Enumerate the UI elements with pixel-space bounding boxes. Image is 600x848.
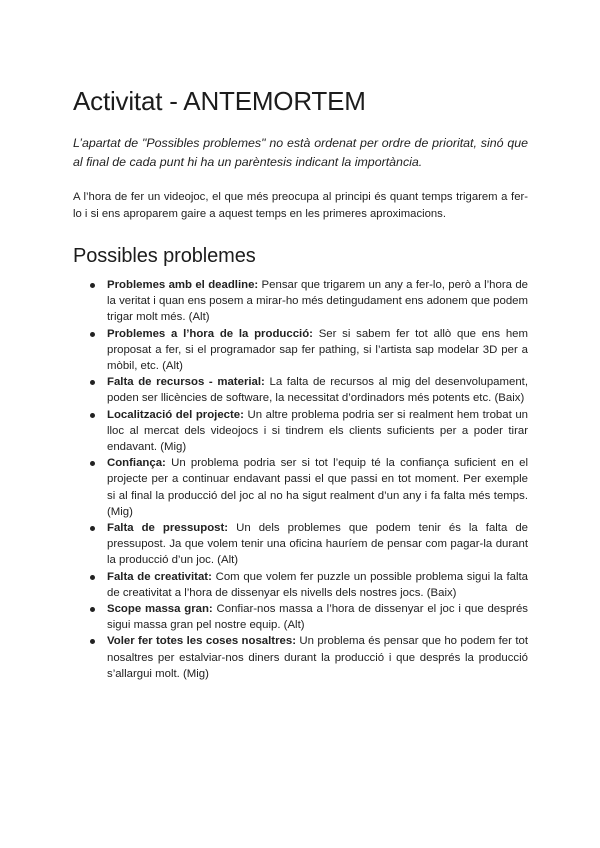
- list-item: [107, 374, 528, 406]
- bullet-icon: [90, 461, 95, 466]
- bullet-icon: [90, 575, 95, 580]
- bullet-icon: [90, 607, 95, 612]
- list-item: [107, 326, 528, 375]
- problem-heading: Falta de pressupost:: [107, 522, 229, 535]
- problem-heading: Problemes a l’hora de la producció:: [107, 327, 313, 340]
- page-title: Activitat - ANTEMORTEM: [73, 86, 366, 116]
- problem-heading: Localització del projecte:: [107, 408, 244, 421]
- list-item: [107, 455, 528, 520]
- problem-text: Pensar que trigarem un any a fer-lo, però a l’hora de la veritat i quan ens posem a mirar-ho més detingudament ens adonem que podem trigar molt més. (Alt): [107, 279, 528, 324]
- bullet-icon: [90, 332, 95, 337]
- problem-heading: Scope massa gran:: [107, 603, 213, 616]
- problem-heading: Confiança:: [107, 457, 166, 470]
- problem-heading: Voler fer totes les coses nosaltres:: [107, 635, 296, 648]
- problem-text: Un problema podria ser si tot l’equip té la confiança suficient en el projecte per a continuar endavant passi el que passi en tot moment. Per exemple si al final la producció del joc al no ha sigut realment d’un any i fa falta més temps. (Mig): [107, 457, 528, 518]
- problem-heading: Falta de recursos - material:: [107, 376, 265, 389]
- list-item: [107, 633, 528, 682]
- priority-note: L’apartat de "Possibles problemes" no està ordenat per ordre de prioritat, sinó que al final de cada punt hi ha un parèntesis indicant la importància.: [73, 136, 528, 169]
- list-item: [107, 569, 528, 601]
- problem-text: Un altre problema podria ser si realment hem trobat un lloc al mercat dels videojocs i si tindrem els clients suficients per a poder tirar endavant. (Mig): [107, 408, 528, 454]
- problem-heading: Problemes amb el deadline:: [107, 279, 259, 291]
- bullet-icon: [90, 283, 95, 288]
- problem-text: Un dels problemes que podem tenir és la falta de pressupost. Ja que volem tenir una oficina hauríem de pensar com pagar-la durant la producció d’un joc. (Alt): [107, 522, 528, 567]
- intro-paragraph: A l’hora de fer un videojoc, el que més preocupa al principi és quant temps trigarem a fer-lo i si ens aproparem gaire a aquest temps en les primeres aproximacions.: [73, 191, 528, 220]
- list-item: [107, 520, 528, 569]
- problems-list: [73, 277, 528, 682]
- list-item: [107, 407, 528, 456]
- problem-heading: Falta de creativitat:: [107, 570, 212, 583]
- bullet-icon: [90, 526, 95, 531]
- problem-text: Un problema és pensar que ho podem fer tot nosaltres per estalviar-nos diners durant la producció i que després la producció s’allargui molt. (Mig): [107, 635, 528, 680]
- list-item: [107, 277, 528, 326]
- problem-text: Com que volem fer puzzle un possible problema sigui la falta de creativitat a l’hora de dissenyar els nivells dels nostres jocs. (Baix): [107, 570, 528, 599]
- bullet-icon: [90, 413, 95, 418]
- problem-text: La falta de recursos al mig del desenvolupament, poden ser llicències de software, la necessitat d’ordinadors més potents etc. (Baix): [107, 376, 529, 405]
- bullet-icon: [90, 639, 95, 644]
- bullet-icon: [90, 380, 95, 385]
- document-page: [73, 84, 528, 682]
- list-item: [107, 601, 528, 633]
- section-title: Possibles problemes: [73, 245, 256, 267]
- problem-text: Confiar-nos massa a l’hora de dissenyar el joc i que després sigui massa gran pel nostre equip. (Alt): [107, 603, 528, 632]
- problem-text: Ser si sabem fer tot allò que ens hem proposat a fer, si el programador sap fer pathing, si l’artista sap modelar 3D per a mòbil, etc. (Alt): [107, 327, 528, 373]
